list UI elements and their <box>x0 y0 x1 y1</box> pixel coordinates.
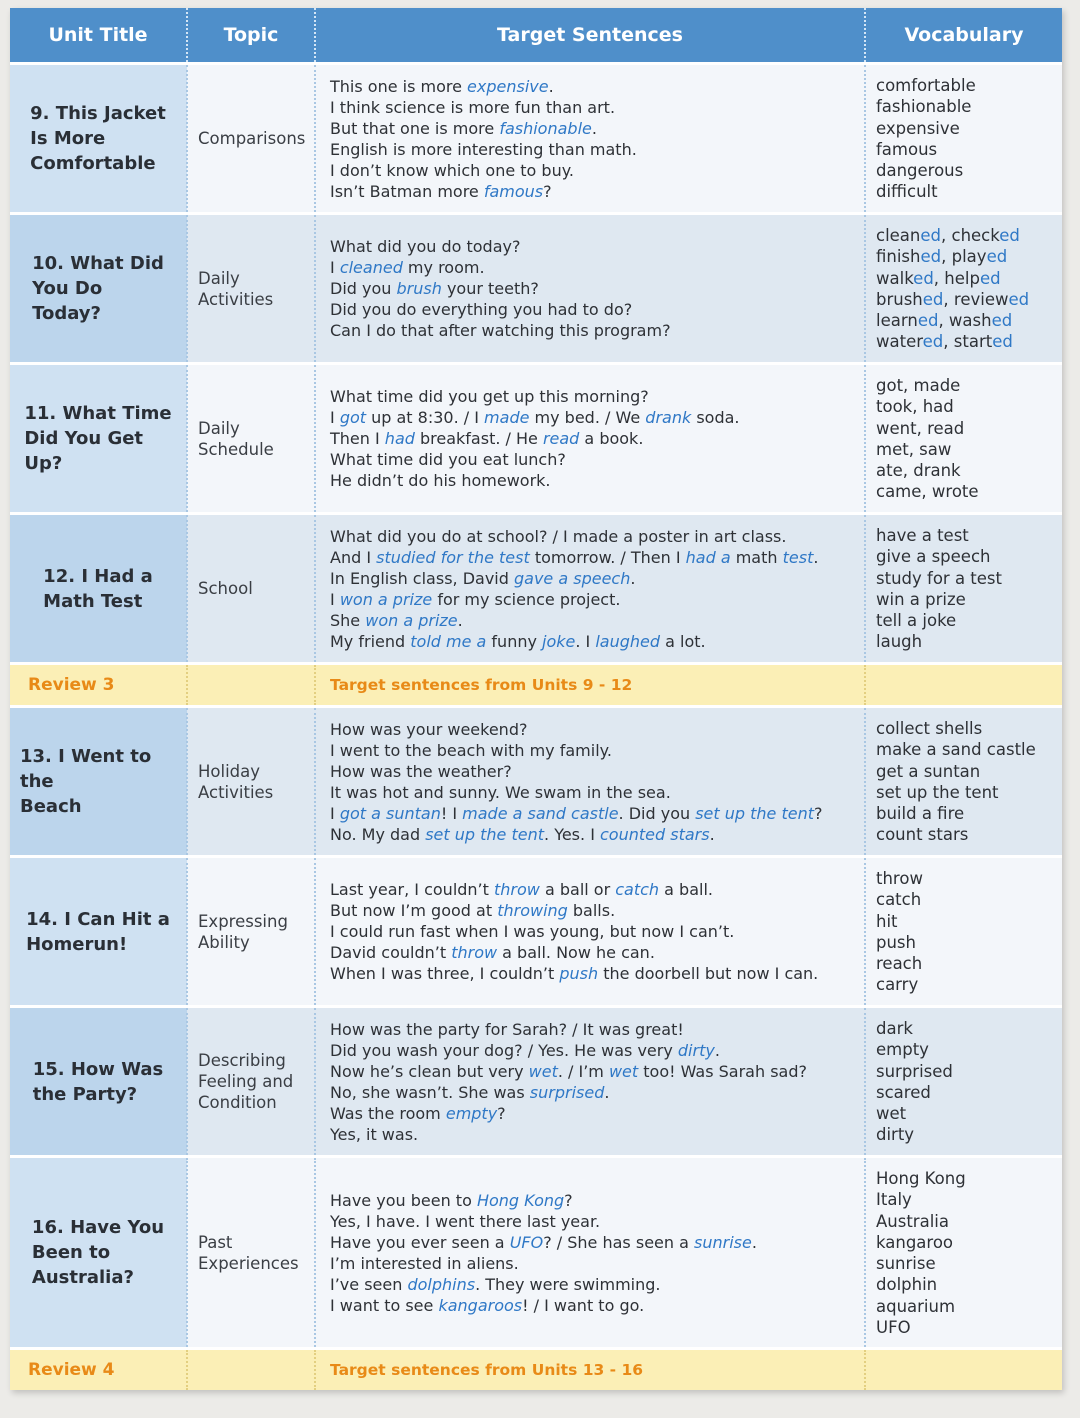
vocab-item: count stars <box>876 825 969 845</box>
vocab-item: aquarium <box>876 1296 956 1316</box>
highlight-phrase: throw <box>451 943 498 962</box>
unit-topic: Describing Feeling and Condition <box>187 1007 315 1157</box>
vocabulary-list <box>865 214 1062 364</box>
vocab-item: throw <box>876 869 923 888</box>
review-target-text: Target sentences from Units 13 - 16 <box>315 1349 865 1391</box>
unit-topic: Daily Schedule <box>187 364 315 514</box>
highlight-suffix: ed <box>992 332 1013 352</box>
vocab-item: Italy <box>876 1190 912 1210</box>
highlight-phrase: won a prize <box>365 610 458 630</box>
highlight-phrase: got <box>339 408 367 427</box>
vocab-item: came, wrote <box>876 482 979 502</box>
highlight-phrase: made a sand castle <box>462 803 619 823</box>
sentence-line: Isn’t Batman more famous? <box>330 181 552 201</box>
highlight-phrase: sunrise <box>694 1232 752 1252</box>
header-vocabulary: Vocabulary <box>865 8 1062 64</box>
unit-row <box>10 214 1062 364</box>
vocab-item: difficult <box>876 182 938 202</box>
highlight-phrase: famous <box>483 181 544 201</box>
unit-topic: Expressing Ability <box>187 857 315 1007</box>
sentence-line: No, she wasn’t. She was surprised. <box>330 1082 610 1102</box>
vocabulary-list <box>865 64 1062 214</box>
sentence-line: This one is more expensive. <box>330 76 554 96</box>
sentence-line: And I studied for the test tomorrow. / Then I had a math test. <box>330 547 819 567</box>
sentence-line: I’ve seen dolphins. They were swimming. <box>330 1274 661 1294</box>
vocab-item: tell a joke <box>876 611 957 631</box>
highlight-phrase: throwing <box>497 901 568 920</box>
unit-title: 11. What Time Did You Get Up? <box>24 403 172 474</box>
highlight-phrase: catch <box>615 880 660 899</box>
sentence-line: I cleaned my room. <box>330 258 485 277</box>
sentence-line: English is more interesting than math. <box>330 139 637 159</box>
unit-topic: Comparisons <box>187 64 315 214</box>
vocab-item: kangaroo <box>876 1232 954 1252</box>
unit-title: 13. I Went to the Beach <box>20 746 152 817</box>
highlight-phrase: dolphins <box>407 1274 476 1294</box>
sentence-line: Yes, I have. I went there last year. <box>330 1211 601 1231</box>
review-vocab-empty <box>865 1349 1062 1391</box>
sentence-line: I got up at 8:30. / I made my bed. / We drank soda. <box>330 408 740 427</box>
highlight-phrase: wet <box>528 1061 558 1081</box>
unit-title-cell <box>10 514 187 664</box>
highlight-phrase: Hong Kong <box>476 1190 565 1210</box>
vocabulary-list <box>865 857 1062 1007</box>
highlight-suffix: ed <box>986 247 1008 267</box>
highlight-suffix: ed <box>922 289 944 309</box>
review-label: Review 3 <box>10 664 187 707</box>
sentence-line: I don’t know which one to buy. <box>330 160 574 180</box>
unit-title: 10. What Did You Do Today? <box>32 253 164 324</box>
unit-title: 9. This Jacket Is More Comfortable <box>30 103 166 174</box>
highlight-phrase: dirty <box>677 1040 715 1060</box>
highlight-phrase: counted stars <box>600 824 710 844</box>
sentence-line: I’m interested in aliens. <box>330 1253 519 1273</box>
target-sentences <box>315 857 865 1007</box>
unit-topic: Daily Activities <box>187 214 315 364</box>
highlight-phrase: told me a <box>410 631 487 651</box>
sentence-line: I went to the beach with my family. <box>330 740 612 760</box>
highlight-phrase: cleaned <box>339 258 403 277</box>
unit-title-cell <box>10 1157 187 1349</box>
highlight-suffix: ed <box>913 268 934 288</box>
highlight-phrase: brush <box>396 279 442 298</box>
unit-title-cell <box>10 64 187 214</box>
vocabulary-list <box>865 364 1062 514</box>
vocab-item: build a fire <box>876 804 965 824</box>
highlight-phrase: set up the tent <box>425 824 545 844</box>
sentence-line: Did you brush your teeth? <box>330 279 539 298</box>
highlight-phrase: empty <box>445 1103 498 1123</box>
vocab-item: study for a test <box>876 568 1002 588</box>
sentence-line: I won a prize for my science project. <box>330 589 621 609</box>
vocab-item: catch <box>876 890 922 910</box>
vocabulary-list <box>865 1157 1062 1349</box>
sentence-line: I think science is more fun than art. <box>330 97 616 117</box>
target-sentences <box>315 1157 865 1349</box>
unit-row <box>10 1157 1062 1349</box>
sentence-line: She won a prize. <box>330 610 463 630</box>
target-sentences <box>315 707 865 857</box>
highlight-phrase: fashionable <box>499 118 592 138</box>
sentence-line: No. My dad set up the tent. Yes. I counted stars. <box>330 824 715 844</box>
highlight-phrase: expensive <box>467 76 549 96</box>
header-target-sentences: Target Sentences <box>315 8 865 64</box>
unit-row <box>10 1007 1062 1157</box>
vocab-item: have a test <box>876 526 969 545</box>
sentence-line: Was the room empty? <box>330 1103 506 1123</box>
review-label: Review 4 <box>10 1349 187 1391</box>
sentence-line: I got a suntan! I made a sand castle. Did you set up the tent? <box>330 803 823 823</box>
sentence-line: Can I do that after watching this program? <box>330 321 671 340</box>
sentence-line: My friend told me a funny joke. I laughed a lot. <box>330 631 706 651</box>
unit-title-cell <box>10 707 187 857</box>
vocab-item: surprised <box>876 1061 953 1081</box>
sentence-line: It was hot and sunny. We swam in the sea. <box>330 782 671 802</box>
vocab-item: got, made <box>876 376 961 395</box>
highlight-suffix: ed <box>999 226 1020 245</box>
vocab-item: cleaned, checked <box>876 226 1020 245</box>
highlight-phrase: wet <box>608 1061 639 1081</box>
unit-row <box>10 64 1062 214</box>
vocab-item: hit <box>876 911 898 931</box>
target-sentences <box>315 364 865 514</box>
vocab-item: wet <box>876 1104 907 1124</box>
vocab-item: dirty <box>876 1125 915 1145</box>
vocabulary-list <box>865 514 1062 664</box>
vocab-item: give a speech <box>876 547 991 567</box>
vocab-item: Hong Kong <box>876 1169 966 1188</box>
sentence-line: How was your weekend? <box>330 719 528 739</box>
highlight-phrase: UFO <box>509 1232 544 1252</box>
sentence-line: Now he’s clean but very wet. / I’m wet too! Was Sarah sad? <box>330 1061 807 1081</box>
highlight-phrase: kangaroos <box>438 1295 523 1315</box>
vocab-item: UFO <box>876 1318 911 1338</box>
unit-row <box>10 707 1062 857</box>
highlight-phrase: push <box>559 964 599 983</box>
highlight-suffix: ed <box>920 247 942 267</box>
syllabus-table <box>10 8 1062 1390</box>
unit-title-cell <box>10 857 187 1007</box>
highlight-phrase: drank <box>645 408 692 427</box>
sentence-line: Did you wash your dog? / Yes. He was very dirty. <box>330 1040 720 1060</box>
highlight-phrase: throw <box>494 880 540 899</box>
highlight-phrase: surprised <box>529 1082 605 1102</box>
review-target-text: Target sentences from Units 9 - 12 <box>315 664 865 707</box>
review-vocab-empty <box>865 664 1062 707</box>
vocab-item: scared <box>876 1082 931 1102</box>
unit-topic: School <box>187 514 315 664</box>
vocab-item: laugh <box>876 632 923 652</box>
highlight-phrase: had a <box>685 547 731 567</box>
review-row <box>10 1349 1062 1391</box>
vocab-item: sunrise <box>876 1254 936 1274</box>
vocab-item: finished, played <box>876 247 1008 267</box>
vocab-item: set up the tent <box>876 782 999 802</box>
vocab-item: went, read <box>876 418 965 438</box>
vocab-item: dolphin <box>876 1275 938 1295</box>
sentence-line: What time did you eat lunch? <box>330 450 566 469</box>
vocab-item: Australia <box>876 1211 949 1231</box>
vocabulary-list <box>865 707 1062 857</box>
vocabulary-list <box>865 1007 1062 1157</box>
target-sentences <box>315 514 865 664</box>
sentence-line: But now I’m good at throwing balls. <box>330 901 616 920</box>
sentence-line: How was the party for Sarah? / It was great! <box>330 1019 684 1039</box>
unit-title-cell <box>10 364 187 514</box>
review-topic-empty <box>187 664 315 707</box>
highlight-suffix: ed <box>979 268 1001 288</box>
unit-row <box>10 364 1062 514</box>
sentence-line: I want to see kangaroos! / I want to go. <box>330 1295 645 1315</box>
highlight-phrase: laughed <box>595 631 661 651</box>
sentence-line: David couldn’t throw a ball. Now he can. <box>330 943 655 962</box>
unit-title: 16. Have You Been to Australia? <box>31 1217 165 1288</box>
highlight-suffix: ed <box>920 226 942 245</box>
unit-title: 12. I Had a Math Test <box>43 565 153 612</box>
vocab-item: carry <box>876 975 919 995</box>
vocab-item: dark <box>876 1019 913 1038</box>
sentence-line: But that one is more fashionable. <box>330 118 597 138</box>
review-topic-empty <box>187 1349 315 1391</box>
sentence-line: What time did you get up this morning? <box>330 387 649 406</box>
unit-row <box>10 857 1062 1007</box>
highlight-phrase: made <box>484 408 530 427</box>
review-row <box>10 664 1062 707</box>
target-sentences <box>315 64 865 214</box>
sentence-line: I could run fast when I was young, but now I can’t. <box>330 922 735 941</box>
highlight-phrase: won a prize <box>339 589 433 609</box>
highlight-phrase: set up the tent <box>695 803 815 823</box>
highlight-phrase: studied for the test <box>376 547 530 567</box>
sentence-line: In English class, David gave a speech. <box>330 568 636 588</box>
unit-title-cell <box>10 1007 187 1157</box>
sentence-line: When I was three, I couldn’t push the doorbell but now I can. <box>330 964 819 983</box>
header-unit-title: Unit Title <box>10 8 187 64</box>
vocab-item: get a suntan <box>876 761 981 781</box>
unit-title: 15. How Was the Party? <box>32 1058 164 1105</box>
unit-topic: Holiday Activities <box>187 707 315 857</box>
highlight-suffix: ed <box>922 332 944 352</box>
highlight-phrase: test <box>782 547 814 567</box>
vocab-item: win a prize <box>876 589 966 609</box>
unit-topic: Past Experiences <box>187 1157 315 1349</box>
vocab-item: took, had <box>876 397 954 417</box>
sentence-line: Last year, I couldn’t throw a ball or catch a ball. <box>330 880 713 899</box>
header-topic: Topic <box>187 8 315 64</box>
table-header <box>10 8 1062 64</box>
vocab-item: learned, washed <box>876 311 1013 331</box>
target-sentences <box>315 214 865 364</box>
sentence-line: What did you do at school? / I made a poster in art class. <box>330 526 787 546</box>
vocab-item: comfortable <box>876 76 976 95</box>
vocab-item: brushed, reviewed <box>876 289 1030 309</box>
vocab-item: expensive <box>876 118 960 138</box>
unit-title-cell <box>10 214 187 364</box>
highlight-phrase: joke <box>542 631 576 651</box>
sentence-line: Did you do everything you had to do? <box>330 300 633 319</box>
vocab-item: met, saw <box>876 439 952 459</box>
vocab-item: push <box>876 932 916 952</box>
sentence-line: Yes, it was. <box>330 1124 419 1144</box>
sentence-line: He didn’t do his homework. <box>330 471 551 490</box>
vocab-item: walked, helped <box>876 268 1001 288</box>
highlight-phrase: had <box>384 429 415 448</box>
vocab-item: empty <box>876 1040 929 1060</box>
target-sentences <box>315 1007 865 1157</box>
unit-title: 14. I Can Hit a Homerun! <box>26 908 170 955</box>
unit-row <box>10 514 1062 664</box>
highlight-phrase: read <box>542 429 580 448</box>
highlight-suffix: ed <box>991 311 1013 331</box>
vocab-item: dangerous <box>876 161 964 181</box>
vocab-item: famous <box>876 139 938 159</box>
table-body <box>10 64 1062 1391</box>
sentence-line: What did you do today? <box>330 237 521 256</box>
sentence-line: Then I had breakfast. / He read a book. <box>330 429 644 448</box>
vocab-item: watered, started <box>876 332 1013 352</box>
highlight-phrase: got a suntan <box>339 803 441 823</box>
sentence-line: How was the weather? <box>330 761 512 781</box>
vocab-item: fashionable <box>876 97 972 117</box>
vocab-item: collect shells <box>876 719 983 738</box>
vocab-item: ate, drank <box>876 461 961 481</box>
vocab-item: make a sand castle <box>876 740 1036 760</box>
highlight-phrase: gave a speech <box>513 568 631 588</box>
sentence-line: Have you ever seen a UFO? / She has seen a sunrise. <box>330 1232 757 1252</box>
highlight-suffix: ed <box>917 311 939 331</box>
vocab-item: reach <box>876 954 923 974</box>
sentence-line: Have you been to Hong Kong? <box>330 1190 573 1210</box>
highlight-suffix: ed <box>1008 289 1030 309</box>
